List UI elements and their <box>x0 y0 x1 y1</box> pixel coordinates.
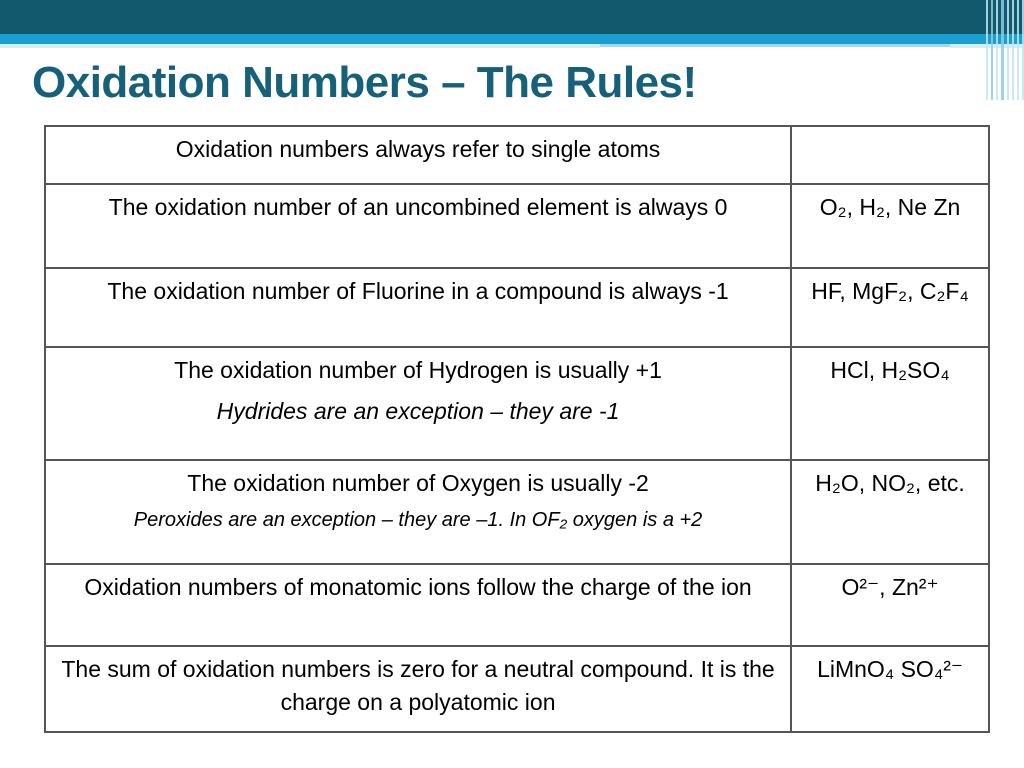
example-cell: HF, MgF₂, C₂F₄ <box>791 268 989 347</box>
rule-note: Peroxides are an exception – they are –1. In OF₂ oxygen is a +2 <box>133 509 703 532</box>
rule-cell <box>45 460 791 564</box>
table-row <box>45 268 989 347</box>
rule-text: The oxidation number of Oxygen is usually -2 <box>187 470 649 496</box>
rules-table <box>44 125 990 733</box>
corner-stripes <box>986 0 1024 100</box>
rule-cell: The oxidation number of an uncombined element is always 0 <box>45 184 791 268</box>
rule-cell: Oxidation numbers always refer to single atoms <box>45 126 791 184</box>
table-row <box>45 126 989 184</box>
rule-note: Hydrides are an exception – they are -1 <box>216 398 620 425</box>
example-cell: O²⁻, Zn²⁺ <box>791 564 989 646</box>
header-bar-dark <box>0 0 1024 34</box>
example-cell: LiMnO₄ SO₄²⁻ <box>791 646 989 732</box>
table-row <box>45 564 989 646</box>
rule-cell <box>45 347 791 460</box>
rule-cell: The sum of oxidation numbers is zero for a neutral compound. It is the charge on a polyatomic ion <box>45 646 791 732</box>
rule-cell: The oxidation number of Fluorine in a compound is always -1 <box>45 268 791 347</box>
example-cell <box>791 126 989 184</box>
table-row <box>45 646 989 732</box>
slide-title: Oxidation Numbers – The Rules! <box>32 58 697 107</box>
example-cell: H₂O, NO₂, etc. <box>791 460 989 564</box>
example-cell: HCl, H₂SO₄ <box>791 347 989 460</box>
table-row <box>45 460 989 564</box>
table-row <box>45 184 989 268</box>
header-bar-blue <box>0 34 1024 44</box>
rule-text: The oxidation number of Hydrogen is usually +1 <box>174 357 662 383</box>
example-cell: O₂, H₂, Ne Zn <box>791 184 989 268</box>
rule-cell: Oxidation numbers of monatomic ions follow the charge of the ion <box>45 564 791 646</box>
table-row <box>45 347 989 460</box>
